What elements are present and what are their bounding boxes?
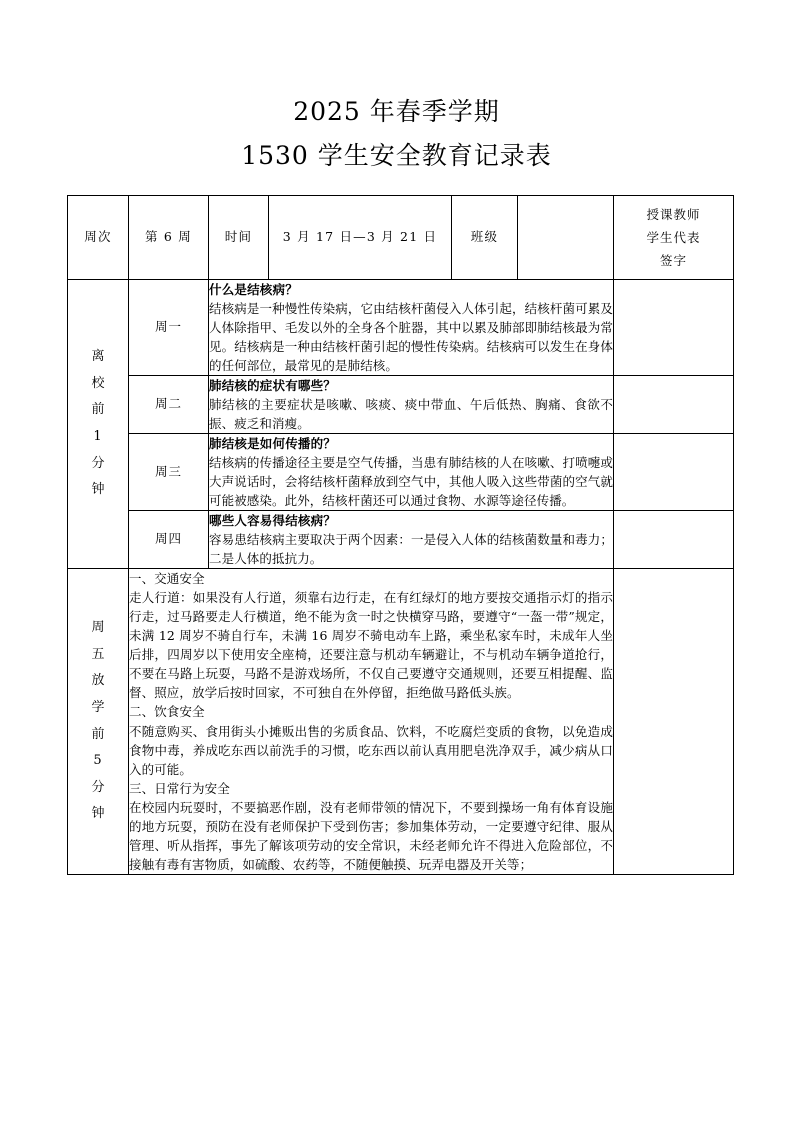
signature-label-line3: 签字: [659, 253, 687, 269]
question-text: 肺结核的症状有哪些？: [209, 378, 337, 393]
answer-text: 结核病的传播途径主要是空气传播，当患有肺结核的人在咳嗽、打喷嚏或大声说话时，会将结核杆菌释放到空气中，其他人吸入这些带菌的空气就可能被感染。此外，结核杆菌还可以通过食物、水源等途径传播。: [209, 455, 613, 508]
signature-cell-friday[interactable]: [614, 569, 734, 875]
header-class-label: 班级: [452, 196, 518, 280]
signature-label-line2: 学生代表: [646, 229, 701, 245]
signature-cell-thursday[interactable]: [614, 511, 734, 569]
question-text: 哪些人容易得结核病？: [209, 513, 337, 528]
table-row: [68, 376, 734, 434]
question-text: 肺结核是如何传播的？: [209, 436, 337, 451]
document-titles: [67, 0, 726, 176]
day-cell-wednesday: 周三: [129, 434, 209, 511]
friday-heading-daily-behavior: 三、日常行为安全: [129, 780, 230, 796]
content-cell-thursday: [209, 511, 614, 569]
section-label-before-leaving-school: 离校前1分钟: [68, 280, 129, 569]
table-row: [68, 280, 734, 376]
day-cell-tuesday: 周二: [129, 376, 209, 434]
answer-text: 结核病是一种慢性传染病，它由结核杆菌侵入人体引起，结核杆菌可累及人体除指甲、毛发以外的全身各个脏器，其中以累及肺部即肺结核最为常见。结核病是一种由结核杆菌引起的慢性传染病。结核病可以发生在身体的任何部位，最常见的是肺结核。: [209, 301, 613, 373]
content-cell-monday: [209, 280, 614, 376]
day-cell-monday: 周一: [129, 280, 209, 376]
header-time-value[interactable]: 3 月 17 日—3 月 21 日: [269, 196, 452, 280]
signature-cell-monday[interactable]: [614, 280, 734, 376]
friday-text-traffic: 走人行道：如果没有人行道，须靠右边行走，在有红绿灯的地方要按交通指示灯的指示行走，过马路要走人行横道，绝不能为贪一时之快横穿马路，要遵守“一盔一带”规定，未满 12 周岁不骑自行车，未满 16 周岁不骑电动车上路，乘坐私家车时，未成年人坐后排，四周岁以下使用安全座椅，还要注意与机动车辆避让，不与机动车辆争道抢行，不要在马路上玩耍，马路不是游戏场所，不仅自己要遵守交通规则，还要互相提醒、监督、照应，放学后按时回家，不可独自在外停留，拒绝做马路低头族。: [129, 590, 613, 701]
content-cell-tuesday: [209, 376, 614, 434]
content-cell-friday: [129, 569, 614, 875]
content-cell-wednesday: [209, 434, 614, 511]
day-cell-thursday: 周四: [129, 511, 209, 569]
page-title-line2: 1530 学生安全教育记录表: [241, 141, 552, 170]
header-week-label: 周次: [68, 196, 129, 280]
section-label-friday-after-school: 周五放学前5分钟: [68, 569, 129, 875]
table-row: [68, 434, 734, 511]
table-row: [68, 569, 734, 875]
table-header-row: [68, 196, 734, 280]
signature-label-line1: 授课教师: [646, 206, 701, 222]
friday-text-food: 不随意购买、食用街头小摊贩出售的劣质食品、饮料，不吃腐烂变质的食物，以免造成食物中毒，养成吃东西以前洗手的习惯，吃东西以前认真用肥皂洗净双手，减少病从口入的可能。: [129, 723, 613, 777]
friday-text-daily-behavior: 在校园内玩耍时，不要搞恶作剧，没有老师带领的情况下，不要到操场一角有体育设施的地方玩耍，预防在没有老师保护下受到伤害；参加集体劳动，一定要遵守纪律、服从管理、听从指挥，事先了解该项劳动的安全常识，未经老师允许不得进入危险部位，不接触有毒有害物质，如硫酸、农药等，不随便触摸、玩弄电器及开关等；: [129, 799, 613, 872]
answer-text: 肺结核的主要症状是咳嗽、咳痰、痰中带血、午后低热、胸痛、食欲不振、疲乏和消瘦。: [209, 397, 613, 431]
header-signature-label: [614, 196, 734, 280]
friday-heading-food: 二、饮食安全: [129, 704, 205, 720]
header-class-value[interactable]: [518, 196, 614, 280]
safety-education-record-table: [67, 195, 734, 875]
signature-cell-wednesday[interactable]: [614, 434, 734, 511]
question-text: 什么是结核病？: [209, 282, 298, 297]
header-time-label: 时间: [209, 196, 269, 280]
header-week-value[interactable]: 第 6 周: [129, 196, 209, 280]
signature-cell-tuesday[interactable]: [614, 376, 734, 434]
answer-text: 容易患结核病主要取决于两个因素：一是侵入人体的结核菌数量和毒力；二是人体的抵抗力。: [209, 532, 613, 566]
page-title-line1: 2025 年春季学期: [293, 97, 500, 126]
table-row: [68, 511, 734, 569]
friday-heading-traffic: 一、交通安全: [129, 571, 205, 586]
